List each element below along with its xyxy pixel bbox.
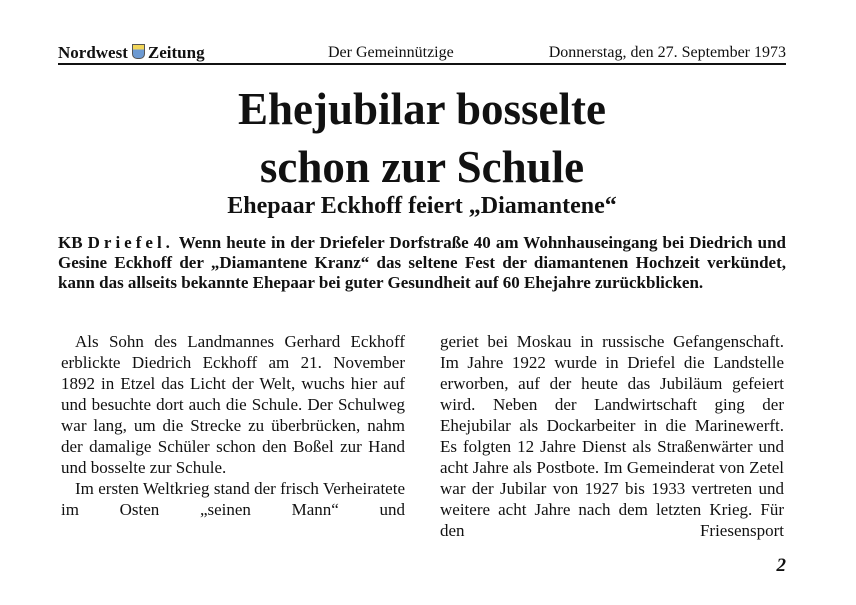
column-left bbox=[61, 331, 405, 520]
masthead-left: Nordwest bbox=[58, 43, 128, 62]
page-number: 2 bbox=[776, 555, 786, 576]
issue-date: Donnerstag, den 27. September 1973 bbox=[548, 44, 786, 61]
lead-text: Wenn heute in der Driefeler Dorfstraße 40 am Wohnhauseingang bei Diedrich und Gesine Eckhoff der „Diamantene Kranz“ das seltene Fest der diamantenen Hochzeit verkündet, kann das allseits bekannte Ehepaar bei guter Gesundheit auf 60 Ehejahre zurückblicken. bbox=[58, 233, 787, 292]
column-right-paragraph-1: geriet bei Moskau in russische Gefangenschaft. Im Jahre 1922 wurde in Driefel die Landstelle erworben, auf der heute das Jubiläum gefeiert wird. Neben der Landwirtschaft ging der Ehejubilar als Dockarbeiter in die Marinewerft. Es folgten 12 Jahre Dienst als Straßenwärter und acht Jahre als Postbote. Im Gemeinderat von Zetel war der Jubilar von 1927 bis 1933 vertreten und weitere acht Jahre nach dem letzten Krieg. Für den Friesensport bbox=[440, 332, 784, 540]
header-rule bbox=[58, 63, 786, 65]
subheadline: Ehepaar Eckhoff feiert „Diamantene“ bbox=[227, 193, 617, 219]
column-right bbox=[440, 331, 784, 541]
coat-of-arms-icon bbox=[132, 44, 145, 59]
lead-byline: KB bbox=[58, 233, 83, 252]
section-name: Der Gemeinnützige bbox=[328, 44, 454, 61]
masthead bbox=[58, 43, 205, 63]
headline-line-2: schon zur Schule bbox=[259, 142, 585, 192]
headline-line-1: Ehejubilar bosselte bbox=[238, 84, 606, 134]
lead-place: Driefel. bbox=[87, 233, 174, 252]
masthead-right: Zeitung bbox=[147, 43, 205, 62]
column-left-paragraph-1: Als Sohn des Landmannes Gerhard Eckhoff erblickte Diedrich Eckhoff am 21. November 1892 in Etzel das Licht der Welt, wuchs hier auf und besuchte dort auch die Schule. Der Schulweg war lang, um die Strecke zu überbrücken, nahm der damalige Schüler schon den Boßel zur Hand und bosselte zur Schule. bbox=[61, 332, 405, 477]
newspaper-header bbox=[58, 43, 786, 63]
column-left-paragraph-2: Im ersten Weltkrieg stand der frisch Verheiratete im Osten „seinen Mann“ und bbox=[61, 479, 405, 519]
lead-paragraph bbox=[58, 233, 786, 293]
headline bbox=[58, 80, 786, 196]
